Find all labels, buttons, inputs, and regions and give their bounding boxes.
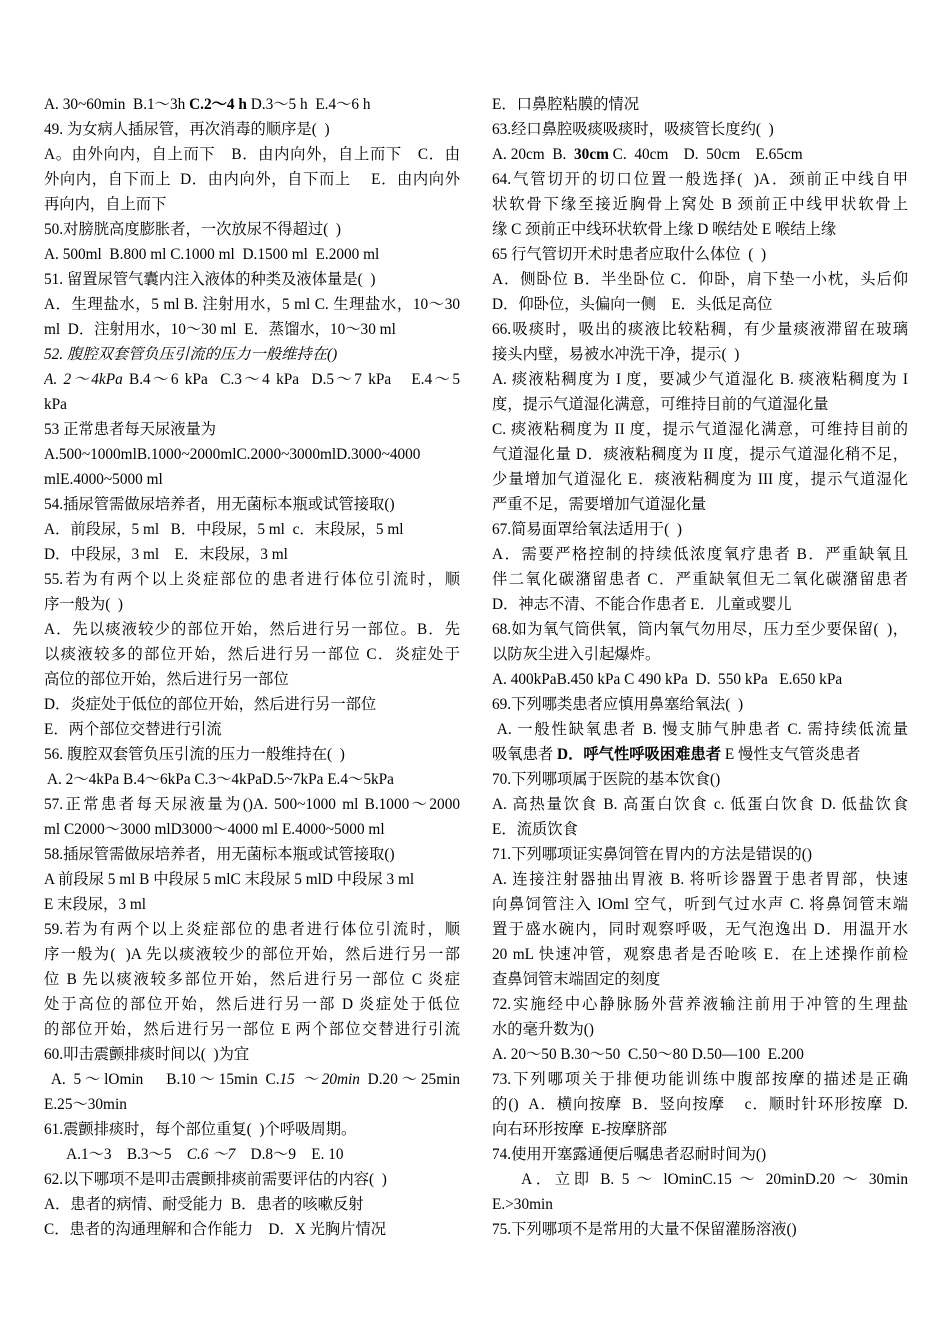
text-line bbox=[44, 692, 460, 717]
text-line bbox=[44, 292, 460, 317]
text-line bbox=[492, 917, 908, 942]
text-line bbox=[492, 167, 908, 192]
text-line bbox=[492, 242, 908, 267]
text-line bbox=[44, 392, 460, 417]
right-column bbox=[492, 92, 908, 1242]
text-run: A. 痰液粘稠度为 I 度，要减少气道湿化 B. 痰液粘稠度为 I bbox=[492, 371, 908, 388]
text-run: 51. 留置尿管气囊内注入液体的种类及液体量是( ) bbox=[44, 271, 376, 288]
text-run: A. 20～50 B.30～50 C.50～80 D.50—100 E.200 bbox=[492, 1046, 804, 1063]
text-line bbox=[492, 367, 908, 392]
text-run: A. 500ml B.800 ml C.1000 ml D.1500 ml E.2000 ml bbox=[44, 246, 380, 263]
text-run: A. 5～lOmin B.10～15min C. bbox=[44, 1071, 280, 1088]
text-line bbox=[492, 292, 908, 317]
text-line bbox=[44, 567, 460, 592]
text-line bbox=[44, 942, 460, 967]
text-run: 63.经口鼻腔吸痰吸痰时，吸痰管长度约( ) bbox=[492, 121, 774, 138]
text-line bbox=[492, 742, 908, 767]
text-run: A.500~1000mlB.1000~2000mlC.2000~3000mlD.3000~4000 bbox=[44, 446, 421, 463]
text-run: A.1～3 B.3～5 bbox=[44, 1146, 187, 1163]
text-run: C．患者的沟通理解和合作能力 D．X 光胸片情况 bbox=[44, 1221, 387, 1238]
text-run: A 前段尿 5 ml B 中段尿 5 mlC 末段尿 5 mlD 中段尿 3 ml bbox=[44, 871, 415, 888]
text-run: 71.下列哪项证实鼻饲管在胃内的方法是错误的() bbox=[492, 846, 812, 863]
text-line bbox=[44, 542, 460, 567]
text-line bbox=[492, 1217, 908, 1242]
text-run: 序一般为( )A 先以痰液较少的部位开始，然后进行另一部 bbox=[44, 946, 460, 963]
text-run: 60.叩击震颤排痰时间以( )为宜 bbox=[44, 1046, 250, 1063]
text-line bbox=[492, 567, 908, 592]
text-line bbox=[44, 1067, 460, 1092]
text-run: 接头内壁，易被水冲洗干净，提示( ) bbox=[492, 346, 740, 363]
text-line bbox=[492, 217, 908, 242]
text-run: E．流质饮食 bbox=[492, 821, 578, 838]
text-line bbox=[492, 417, 908, 442]
text-run: 查鼻饲管末端固定的刻度 bbox=[492, 971, 661, 988]
text-run: A. 2～4kPa bbox=[44, 371, 123, 388]
text-run: 65 行气管切开术时患者应取什么体位 ( ) bbox=[492, 246, 767, 263]
text-run: 向鼻饲管注入 lOml 空气，听到气过水声 C. 将鼻饲管末端 bbox=[492, 896, 908, 913]
text-run: kPa bbox=[44, 396, 67, 413]
text-run: E 末段尿，3 ml bbox=[44, 896, 146, 913]
text-run: 73.下列哪项关于排便功能训练中腹部按摩的描述是正确 bbox=[492, 1071, 908, 1088]
text-run: mlE.4000~5000 ml bbox=[44, 471, 163, 488]
text-run: 的部位开始，然后进行另一部位 E 两个部位交替进行引流 bbox=[44, 1021, 460, 1038]
text-run: 高位的部位开始，然后进行另一部位 bbox=[44, 671, 289, 688]
text-run: 向右环形按摩 E-按摩脐部 bbox=[492, 1121, 668, 1138]
text-line bbox=[44, 992, 460, 1017]
text-run: E 慢性支气管炎患者 bbox=[721, 746, 861, 763]
text-run: C. 痰液粘稠度为 II 度，提示气道湿化满意，可维持目前的 bbox=[492, 421, 908, 438]
text-line bbox=[492, 1167, 908, 1192]
text-run: E．口鼻腔粘膜的情况 bbox=[492, 96, 640, 113]
text-run: D．中段尿，3 ml E．末段尿，3 ml bbox=[44, 546, 288, 563]
text-run: 64.气管切开的切口位置一般选择( )A．颈前正中线自甲 bbox=[492, 171, 908, 188]
text-line bbox=[492, 442, 908, 467]
text-line bbox=[492, 767, 908, 792]
text-run: C. 40cm D. 50cm E.65cm bbox=[608, 146, 803, 163]
text-line bbox=[44, 467, 460, 492]
text-line bbox=[492, 1192, 908, 1217]
text-run: 75.下列哪项不是常用的大量不保留灌肠溶液() bbox=[492, 1221, 797, 1238]
text-line bbox=[44, 917, 460, 942]
left-column bbox=[44, 92, 460, 1242]
text-run: 61.震颤排痰时，每个部位重复( )个呼吸周期。 bbox=[44, 1121, 357, 1138]
text-line bbox=[44, 667, 460, 692]
text-line bbox=[492, 942, 908, 967]
text-run: 69.下列哪类患者应慎用鼻塞给氧法( ) bbox=[492, 696, 744, 713]
text-line bbox=[44, 592, 460, 617]
text-line bbox=[44, 617, 460, 642]
text-line bbox=[44, 267, 460, 292]
text-run: E.>30min bbox=[492, 1196, 553, 1213]
text-line bbox=[44, 1167, 460, 1192]
text-run: 55.若为有两个以上炎症部位的患者进行体位引流时，顺 bbox=[44, 571, 460, 588]
text-line bbox=[492, 142, 908, 167]
text-line bbox=[492, 667, 908, 692]
text-line bbox=[44, 417, 460, 442]
text-run: D．仰卧位，头偏向一侧 E．头低足高位 bbox=[492, 296, 773, 313]
text-run: D．神志不清、不能合作患者 E．儿童或婴儿 bbox=[492, 596, 792, 613]
text-line bbox=[44, 192, 460, 217]
text-run: 严重不足，需要增加气道湿化量 bbox=[492, 496, 707, 513]
text-run: ml D．注射用水，10～30 ml E．蒸馏水，10～30 ml bbox=[44, 321, 396, 338]
text-line bbox=[492, 867, 908, 892]
text-run: E．两个部位交替进行引流 bbox=[44, 721, 222, 738]
text-line bbox=[44, 142, 460, 167]
text-run: 状软骨下缘至接近胸骨上窝处 B 颈前正中线甲状软骨上 bbox=[492, 196, 908, 213]
text-run: 水的毫升数为() bbox=[492, 1021, 594, 1038]
text-run: D.8～9 E. 10 bbox=[235, 1146, 344, 1163]
text-run: D．炎症处于低位的部位开始，然后进行另一部位 bbox=[44, 696, 377, 713]
text-run: A．生理盐水，5 ml B. 注射用水，5 ml C. 生理盐水，10～30 bbox=[44, 296, 460, 313]
text-run: 20 mL 快速冲管，观察患者是否呛咳 E．在上述操作前检 bbox=[492, 946, 908, 963]
text-run: A．先以痰液较少的部位开始，然后进行另一部位。B．先 bbox=[44, 621, 460, 638]
text-run: 66.吸痰时，吸出的痰液比较粘稠，有少量痰液滞留在玻璃 bbox=[492, 321, 908, 338]
text-run: D.20～25min bbox=[359, 1071, 460, 1088]
text-run: C.2～4 h bbox=[189, 96, 247, 113]
text-line bbox=[492, 842, 908, 867]
text-run: A. 30~60min B.1～3h bbox=[44, 96, 190, 113]
text-run: 吸氧患者 bbox=[492, 746, 558, 763]
text-run: 58.插尿管需做尿培养者，用无菌标本瓶或试管接取() bbox=[44, 846, 395, 863]
text-line bbox=[44, 1192, 460, 1217]
text-line bbox=[492, 1067, 908, 1092]
text-line bbox=[492, 267, 908, 292]
text-line bbox=[44, 1117, 460, 1142]
text-line bbox=[44, 967, 460, 992]
text-line bbox=[44, 367, 460, 392]
text-run: 少量增加气道湿化 E．痰液粘稠度为 III 度，提示气道湿化 bbox=[492, 471, 908, 488]
text-line bbox=[492, 342, 908, 367]
text-run: A．侧卧位 B．半坐卧位 C．仰卧，肩下垫一小枕，头后仰 bbox=[492, 271, 908, 288]
text-line bbox=[492, 892, 908, 917]
text-line bbox=[492, 1117, 908, 1142]
text-run: A. 2～4kPa B.4～6kPa C.3～4kPaD.5~7kPa E.4～5kPa bbox=[44, 771, 394, 788]
text-line bbox=[44, 1017, 460, 1042]
text-line bbox=[44, 1092, 460, 1117]
text-run: 53 正常患者每天尿液量为 bbox=[44, 421, 217, 438]
text-line bbox=[492, 392, 908, 417]
text-run: 49. 为女病人插尿管，再次消毒的顺序是( ) bbox=[44, 121, 330, 138]
text-run: A．需要严格控制的持续低浓度氧疗患者 B．严重缺氧且 bbox=[492, 546, 908, 563]
text-run: 位 B 先以痰液较多部位开始，然后进行另一部位 C 炎症 bbox=[44, 971, 460, 988]
text-line bbox=[492, 117, 908, 142]
text-run: E.25～30min bbox=[44, 1096, 127, 1113]
text-run: 52. 腹腔双套管负压引流的压力一般维持在() bbox=[44, 346, 338, 363]
text-line bbox=[492, 1017, 908, 1042]
text-line bbox=[44, 792, 460, 817]
text-run: C.6 ～7 bbox=[186, 1146, 236, 1163]
text-run: 70.下列哪项属于医院的基本饮食() bbox=[492, 771, 721, 788]
text-line bbox=[492, 467, 908, 492]
text-run: ml C2000～3000 mlD3000～4000 ml E.4000~5000 ml bbox=[44, 821, 385, 838]
text-line bbox=[492, 792, 908, 817]
text-line bbox=[492, 542, 908, 567]
text-line bbox=[492, 717, 908, 742]
text-run: A. 20cm B. bbox=[492, 146, 575, 163]
text-line bbox=[492, 1142, 908, 1167]
text-run: 56. 腹腔双套管负压引流的压力一般维持在( ) bbox=[44, 746, 345, 763]
text-run: A．立即 B. 5 ～ lOminC.15 ～ 20minD.20 ～ 30min bbox=[492, 1171, 908, 1188]
text-run: 处于高位的部位开始，然后进行另一部 D 炎症处于低位 bbox=[44, 996, 460, 1013]
text-run: 序一般为( ) bbox=[44, 596, 124, 613]
text-line bbox=[44, 167, 460, 192]
text-run: 以痰液较多的部位开始，然后进行另一部位 C．炎症处于 bbox=[44, 646, 460, 663]
text-run: 伴二氧化碳潴留患者 C．严重缺氧但无二氧化碳潴留患者 bbox=[492, 571, 908, 588]
text-line bbox=[492, 317, 908, 342]
text-line bbox=[44, 717, 460, 742]
text-run: 外向内，自下而上 D．由内向外，自下而上 E．由内向外 bbox=[44, 171, 460, 188]
text-line bbox=[44, 767, 460, 792]
text-run: 度，提示气道湿化满意，可维持目前的气道湿化量 bbox=[492, 396, 829, 413]
text-run: A．前段尿，5 ml B．中段尿，5 ml c．末段尿，5 ml bbox=[44, 521, 404, 538]
text-line bbox=[492, 692, 908, 717]
text-run: A. 高热量饮食 B. 高蛋白饮食 c. 低蛋白饮食 D. 低盐饮食 bbox=[492, 796, 908, 813]
text-run: 以防灰尘进入引起爆炸。 bbox=[492, 646, 661, 663]
text-run: 74.使用开塞露通便后嘱患者忍耐时间为() bbox=[492, 1146, 767, 1163]
text-line bbox=[44, 892, 460, 917]
text-run: B.4～6 kPa C.3～4 kPa D.5～7 kPa E.4～5 bbox=[122, 371, 460, 388]
text-run: 50.对膀胱高度膨胀者，一次放尿不得超过( ) bbox=[44, 221, 342, 238]
text-run: A. 连接注射器抽出胃液 B. 将听诊器置于患者胃部，快速 bbox=[492, 871, 908, 888]
text-line bbox=[44, 1042, 460, 1067]
text-run: 再向内，自上而下 bbox=[44, 196, 167, 213]
text-line bbox=[44, 1142, 460, 1167]
text-run: 30cm bbox=[574, 146, 609, 163]
text-run: A．患者的病情、耐受能力 B．患者的咳嗽反射 bbox=[44, 1196, 364, 1213]
text-line bbox=[44, 1217, 460, 1242]
text-line bbox=[44, 867, 460, 892]
text-run: 68.如为氧气筒供氧，筒内氧气勿用尽，压力至少要保留( )， bbox=[492, 621, 908, 638]
text-line bbox=[492, 92, 908, 117]
text-line bbox=[492, 492, 908, 517]
text-line bbox=[44, 92, 460, 117]
text-line bbox=[492, 192, 908, 217]
text-line bbox=[492, 517, 908, 542]
text-line bbox=[492, 817, 908, 842]
text-line bbox=[492, 1042, 908, 1067]
text-run: 72.实施经中心静脉肠外营养液输注前用于冲管的生理盐 bbox=[492, 996, 908, 1013]
text-line bbox=[44, 817, 460, 842]
text-line bbox=[492, 592, 908, 617]
text-line bbox=[44, 642, 460, 667]
text-line bbox=[492, 967, 908, 992]
text-line bbox=[44, 842, 460, 867]
text-run: 15 ～20min bbox=[279, 1071, 360, 1088]
text-line bbox=[44, 117, 460, 142]
text-run: A。由外向内，自上而下 B．由内向外，自上而下 C．由 bbox=[44, 146, 460, 163]
text-line bbox=[492, 1092, 908, 1117]
text-line bbox=[44, 492, 460, 517]
text-run: 62.以下哪项不是叩击震颤排痰前需要评估的内容( ) bbox=[44, 1171, 387, 1188]
text-line bbox=[44, 442, 460, 467]
text-run: A. 一般性缺氧患者 B. 慢支肺气肿患者 C. 需持续低流量 bbox=[492, 721, 908, 738]
text-run: 缘 C 颈前正中线环状软骨上缘 D 喉结处 E 喉结上缘 bbox=[492, 221, 837, 238]
text-line bbox=[44, 242, 460, 267]
text-run: 59.若为有两个以上炎症部位的患者进行体位引流时，顺 bbox=[44, 921, 460, 938]
text-run: 气道湿化量 D．痰液粘稠度为 II 度，提示气道湿化稍不足， bbox=[492, 446, 908, 463]
text-run: 67.简易面罩给氧法适用于( ) bbox=[492, 521, 682, 538]
text-run: 的() A．横向按摩 B．竖向按摩 c．顺时针环形按摩 D. bbox=[492, 1096, 908, 1113]
text-run: 54.插尿管需做尿培养者，用无菌标本瓶或试管接取() bbox=[44, 496, 395, 513]
text-line bbox=[44, 217, 460, 242]
text-run: A. 400kPaB.450 kPa C 490 kPa D. 550 kPa E.650 kPa bbox=[492, 671, 843, 688]
text-run: 57.正常患者每天尿液量为()A. 500~1000 ml B.1000～2000 bbox=[44, 796, 460, 813]
text-run: 置于盛水碗内，同时观察呼吸，无气泡逸出 D．用温开水 bbox=[492, 921, 908, 938]
text-line bbox=[44, 317, 460, 342]
text-line bbox=[492, 992, 908, 1017]
text-run: D.3～5 h E.4～6 h bbox=[246, 96, 371, 113]
text-line bbox=[492, 642, 908, 667]
text-line bbox=[44, 742, 460, 767]
text-line bbox=[44, 517, 460, 542]
text-line bbox=[492, 617, 908, 642]
text-line bbox=[44, 342, 460, 367]
text-run: D．呼气性呼吸困难患者 bbox=[557, 746, 722, 763]
